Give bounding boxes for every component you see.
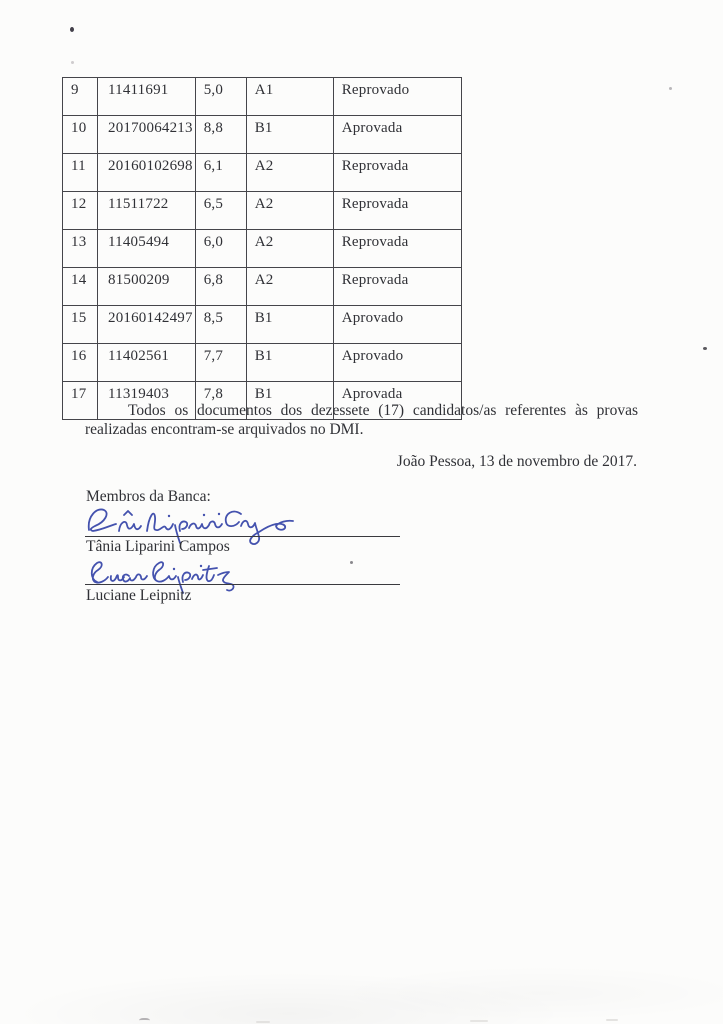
cell-level: A2 — [246, 192, 333, 230]
scan-speck — [606, 1019, 618, 1021]
table-row — [63, 192, 462, 230]
cell-num: 12 — [63, 192, 98, 230]
cell-num: 14 — [63, 268, 98, 306]
scan-speck — [350, 561, 353, 564]
cell-id: 11411691 — [98, 78, 196, 116]
cell-level: B1 — [246, 344, 333, 382]
cell-level: B1 — [246, 306, 333, 344]
cell-num: 13 — [63, 230, 98, 268]
cell-id: 20160142497 — [98, 306, 196, 344]
cell-num: 16 — [63, 344, 98, 382]
cell-id: 11402561 — [98, 344, 196, 382]
cell-level: A2 — [246, 154, 333, 192]
cell-level: A1 — [246, 78, 333, 116]
cell-id: 11319403 — [98, 382, 196, 420]
cell-num: 15 — [63, 306, 98, 344]
table-row — [63, 268, 462, 306]
results-table — [62, 77, 462, 420]
scan-speck — [71, 61, 74, 64]
table-row — [63, 78, 462, 116]
cell-grade: 6,5 — [195, 192, 246, 230]
cell-grade: 6,0 — [195, 230, 246, 268]
cell-grade: 7,7 — [195, 344, 246, 382]
cell-result: Aprovada — [333, 382, 461, 420]
scan-speck — [256, 1021, 270, 1023]
signature-printed-name: Luciane Leipnitz — [86, 587, 192, 604]
cell-id: 20160102698 — [98, 154, 196, 192]
cell-id: 81500209 — [98, 268, 196, 306]
results-table-body — [63, 78, 462, 420]
cell-grade: 5,0 — [195, 78, 246, 116]
table-row — [63, 230, 462, 268]
cell-id: 11511722 — [98, 192, 196, 230]
cell-level: B1 — [246, 116, 333, 154]
cell-grade: 8,8 — [195, 116, 246, 154]
cell-grade: 6,8 — [195, 268, 246, 306]
cell-result: Reprovado — [333, 78, 461, 116]
cell-result: Aprovada — [333, 116, 461, 154]
cell-result: Reprovada — [333, 192, 461, 230]
cell-level: A2 — [246, 230, 333, 268]
cell-result: Aprovado — [333, 306, 461, 344]
cell-grade: 6,1 — [195, 154, 246, 192]
cell-num: 9 — [63, 78, 98, 116]
cell-level: B1 — [246, 382, 333, 420]
cell-id: 11405494 — [98, 230, 196, 268]
signatures-heading: Membros da Banca: — [86, 488, 211, 505]
cell-id: 20170064213 — [98, 116, 196, 154]
table-row — [63, 116, 462, 154]
scan-speck — [669, 87, 672, 90]
signature-line — [85, 536, 400, 537]
table-row — [63, 154, 462, 192]
cell-result: Reprovada — [333, 268, 461, 306]
cell-num: 11 — [63, 154, 98, 192]
cell-result: Reprovada — [333, 230, 461, 268]
table-row — [63, 344, 462, 382]
scan-speck — [139, 1018, 150, 1024]
cell-level: A2 — [246, 268, 333, 306]
cell-result: Reprovada — [333, 154, 461, 192]
cell-result: Aprovado — [333, 344, 461, 382]
cell-num: 10 — [63, 116, 98, 154]
date-line: João Pessoa, 13 de novembro de 2017. — [396, 453, 637, 470]
scan-speck — [470, 1020, 488, 1022]
scan-speck — [70, 27, 74, 32]
signature-printed-name: Tânia Liparini Campos — [86, 538, 230, 555]
scan-speck — [703, 347, 707, 350]
cell-num: 17 — [63, 382, 98, 420]
cell-grade: 7,8 — [195, 382, 246, 420]
signature-line — [85, 584, 400, 585]
cell-grade: 8,5 — [195, 306, 246, 344]
body-paragraph: Todos os documentos dos dezessete (17) candidatos/as referentes às provas realizadas encontram-se arquivados no DMI. — [85, 402, 638, 438]
table-row — [63, 306, 462, 344]
